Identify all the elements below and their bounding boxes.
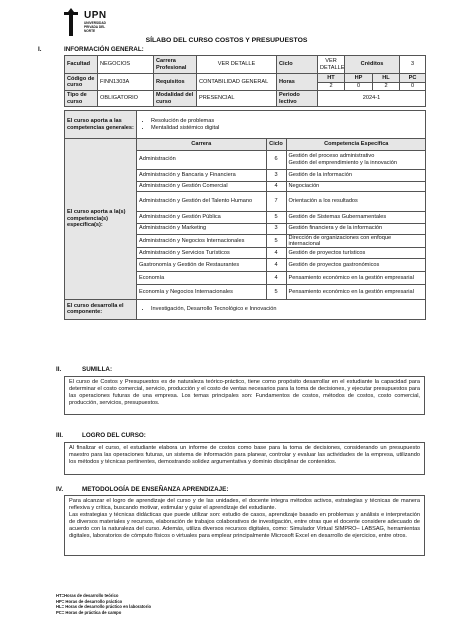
competency-ciclo: 5: [266, 285, 286, 299]
competency-item: • Mentalidad sistémico digital: [151, 125, 423, 132]
competency-competencia: Gestión de proyectos gastronómicos: [286, 259, 426, 272]
competency-ciclo: 4: [266, 181, 286, 191]
general-info-table: Facultad NEGOCIOS Carrera Profesional VER DETALLE Ciclo VER DETALLE Créditos 3 Código de curso FINN1303A Requisitos CONTABILIDAD GENERAL Horas HT HP HL PC 2 0 2 0 Tipo de curso OBLIGATORIO Modalidad del curso PRESENCIAL Periodo lectivo 2024-1: [64, 55, 426, 107]
document-title: SÍLABO DEL CURSO COSTOS Y PRESUPUESTOS: [145, 37, 308, 44]
footnotes: [56, 593, 151, 615]
competency-row: [137, 234, 426, 248]
section-3-heading: III. LOGRO DEL CURSO:: [56, 432, 146, 439]
competency-row: [137, 259, 426, 272]
competency-competencia: Gestión de la información: [286, 169, 426, 181]
competency-carrera: Administración: [137, 150, 266, 169]
competency-item: • Resolución de problemas: [151, 118, 423, 125]
competency-ciclo: 3: [266, 223, 286, 234]
logo-name: UPN: [84, 10, 107, 21]
specific-competencies-table: Carrera Ciclo Competencia Específica Administración 6 Gestión del proceso administrativo Gestión del emprendimiento y la innovación Administración y Bancaria y Financiera 3 Gestión de la información Administración y Gestión Comercial 4 Negociación Administración y Gestión del Talento Humano 7 Orientación a los resultados Administración y Gestión Pública 5 Gestión de Sistemas Gubernamentales Administración y Marketing 3 Gestión financiera y de la información Administración y Negocios Internacionales 5 Dirección de organizaciones con enfoque internacional Administración y Servicios Turísticos 4 Gestión de proyectos turísticos Gastronomía y Gestión de Restaurantes 4 Gestión de proyectos gastronómicos Economía 4 Pensamiento económico en la gestión empresarial Economía y Negocios Internacionales 5 Pensamiento económico en la gestión empresarial: [137, 139, 426, 299]
competency-competencia: Gestión financiera y de la información: [286, 223, 426, 234]
competency-ciclo: 4: [266, 248, 286, 259]
section-2-heading: II. SUMILLA:: [56, 366, 113, 373]
competency-row: [137, 248, 426, 259]
competency-carrera: Economía y Negocios Internacionales: [137, 285, 266, 299]
competency-carrera: Administración y Gestión Pública: [137, 211, 266, 223]
metodologia-paragraph: Para alcanzar el logro de aprendizaje del curso y de las unidades, el docente integra métodos activos, estrategias y técnicas de manera reflexiva y crítica, buscando motivar, estimular y guiar el aprendizaje del estudiante.: [69, 498, 420, 511]
section-4-heading: IV. METODOLOGÍA DE ENSEÑANZA APRENDIZAJE:: [56, 486, 229, 493]
competencies-table: El curso aporta a las competencias generales: • Resolución de problemas • Mentalidad sistémico digital El curso aporta a la(s) competencia(s) específica(s): Carrera Ciclo Competencia Específica Administración 6 Gestión del proceso administrativo Gestión del emprendimiento y la innovación Administración y Bancaria y Financiera 3 Gestión de la información Administración y Gestión Comercial 4 Negociación Administración y Gestión del Talento Humano 7 Orientación a los resultados Administración y Gestión Pública 5 Gestión de Sistemas Gubernamentales Administración y Marketing 3 Gestión financiera y de la información Administración y Negocios Internacionales 5 Dirección de organizaciones con enfoque internacional Administración y Servicios Turísticos 4 Gestión de proyectos turísticos Gastronomía y Gestión de Restaurantes 4 Gestión de proyectos gastronómicos Economía 4 Pensamiento económico en la gestión empresarial Economía y Negocios Internacionales 5 Pensamiento económico en la gestión empresarial El curso desarrolla el componente: • Investigación, Desarrollo Tecnológico e Innovación: [64, 110, 426, 320]
footnote: HP= Horas de desarrollo práctico: [56, 598, 123, 604]
competency-row: [137, 191, 426, 211]
competency-ciclo: 4: [266, 272, 286, 285]
competency-ciclo: 4: [266, 259, 286, 272]
competency-carrera: Administración y Bancaria y Financiera: [137, 169, 266, 181]
metodologia-paragraph: Las estrategias y técnicas didácticas que puede utilizar son: estudio de casos, aprendizaje basado en problemas y análisis e interpretación de diversos materiales y recursos, elaboración de trabajos colaborativos de investigación, entre otras que el docente considere adecuado de acuerdo con la naturaleza del curso. Además, utiliza diversos recursos digitales, como: Simulador Virtual SIMPRO– LABSAG, herramientas digitales, laboratorios de cómputo físicos o virtuales para emplear principalmente Microsoft Excel en desarrollo de ejercicios, entre otros.: [69, 512, 420, 539]
component-item: • Investigación, Desarrollo Tecnológico e Innovación: [151, 306, 423, 313]
competency-carrera: Administración y Negocios Internacionales: [137, 234, 266, 248]
logo-subtitle: UNIVERSIDAD PRIVADA DEL NORTE: [84, 21, 106, 33]
competency-carrera: Administración y Gestión del Talento Humano: [137, 191, 266, 211]
competency-competencia: Negociación: [286, 181, 426, 191]
competency-row: [137, 272, 426, 285]
competency-row: [137, 223, 426, 234]
competency-row: [137, 169, 426, 181]
competency-row: [137, 285, 426, 299]
competency-competencia: Gestión de Sistemas Gubernamentales: [286, 211, 426, 223]
competency-ciclo: 6: [266, 150, 286, 169]
competency-row: [137, 150, 426, 169]
competency-ciclo: 5: [266, 211, 286, 223]
metodologia-box: [64, 495, 425, 556]
footnote: PC= Horas de práctica de campo: [56, 609, 122, 615]
competency-competencia: Gestión del proceso administrativo Gestión del emprendimiento y la innovación: [286, 150, 426, 169]
logro-text: Al finalizar el curso, el estudiante elabora un informe de costos como base para la toma de decisiones, considerando un presupuesto maestro para las operaciones futuras, un sistema de información para planear, controlar y evaluar las actividades de la empresa, utilizando los métodos y técnicas pertinentes, demostrando solidez argumentativa y dominio disciplinar de contenidos.: [64, 442, 425, 475]
competency-competencia: Pensamiento económico en la gestión empresarial: [286, 285, 426, 299]
section-1-heading: I. INFORMACIÓN GENERAL:: [38, 46, 144, 53]
competency-carrera: Administración y Servicios Turísticos: [137, 248, 266, 259]
competency-row: [137, 211, 426, 223]
competency-carrera: Gastronomía y Gestión de Restaurantes: [137, 259, 266, 272]
footnote: HT=Horas de desarrollo teórico: [56, 593, 119, 598]
general-competencies-list: [139, 118, 423, 131]
competency-row: [137, 181, 426, 191]
upn-torch-icon: [62, 8, 80, 38]
competency-carrera: Administración y Marketing: [137, 223, 266, 234]
competency-competencia: Gestión de proyectos turísticos: [286, 248, 426, 259]
competency-competencia: Pensamiento económico en la gestión empresarial: [286, 272, 426, 285]
competency-competencia: Orientación a los resultados: [286, 191, 426, 211]
competency-ciclo: 3: [266, 169, 286, 181]
sumilla-text: El curso de Costos y Presupuestos es de naturaleza teórico-práctico, tiene como propósito desarrollar en el estudiante la capacidad para determinar el costo comercial, servicio, producción y el costo de ventas necesarios para la toma de decisiones, y ejecutar presupuestos para las operaciones futuras de una empresa. Los temas principales son: Fundamentos de costos, métodos de costos, costo comercial, producción, servicios, presupuestos.: [64, 376, 425, 415]
competency-carrera: Administración y Gestión Comercial: [137, 181, 266, 191]
competency-carrera: Economía: [137, 272, 266, 285]
footnote: HL= Horas de desarrollo práctico en laboratorio: [56, 604, 152, 610]
competency-ciclo: 7: [266, 191, 286, 211]
competency-ciclo: 5: [266, 234, 286, 248]
competency-competencia: Dirección de organizaciones con enfoque internacional: [286, 234, 426, 248]
